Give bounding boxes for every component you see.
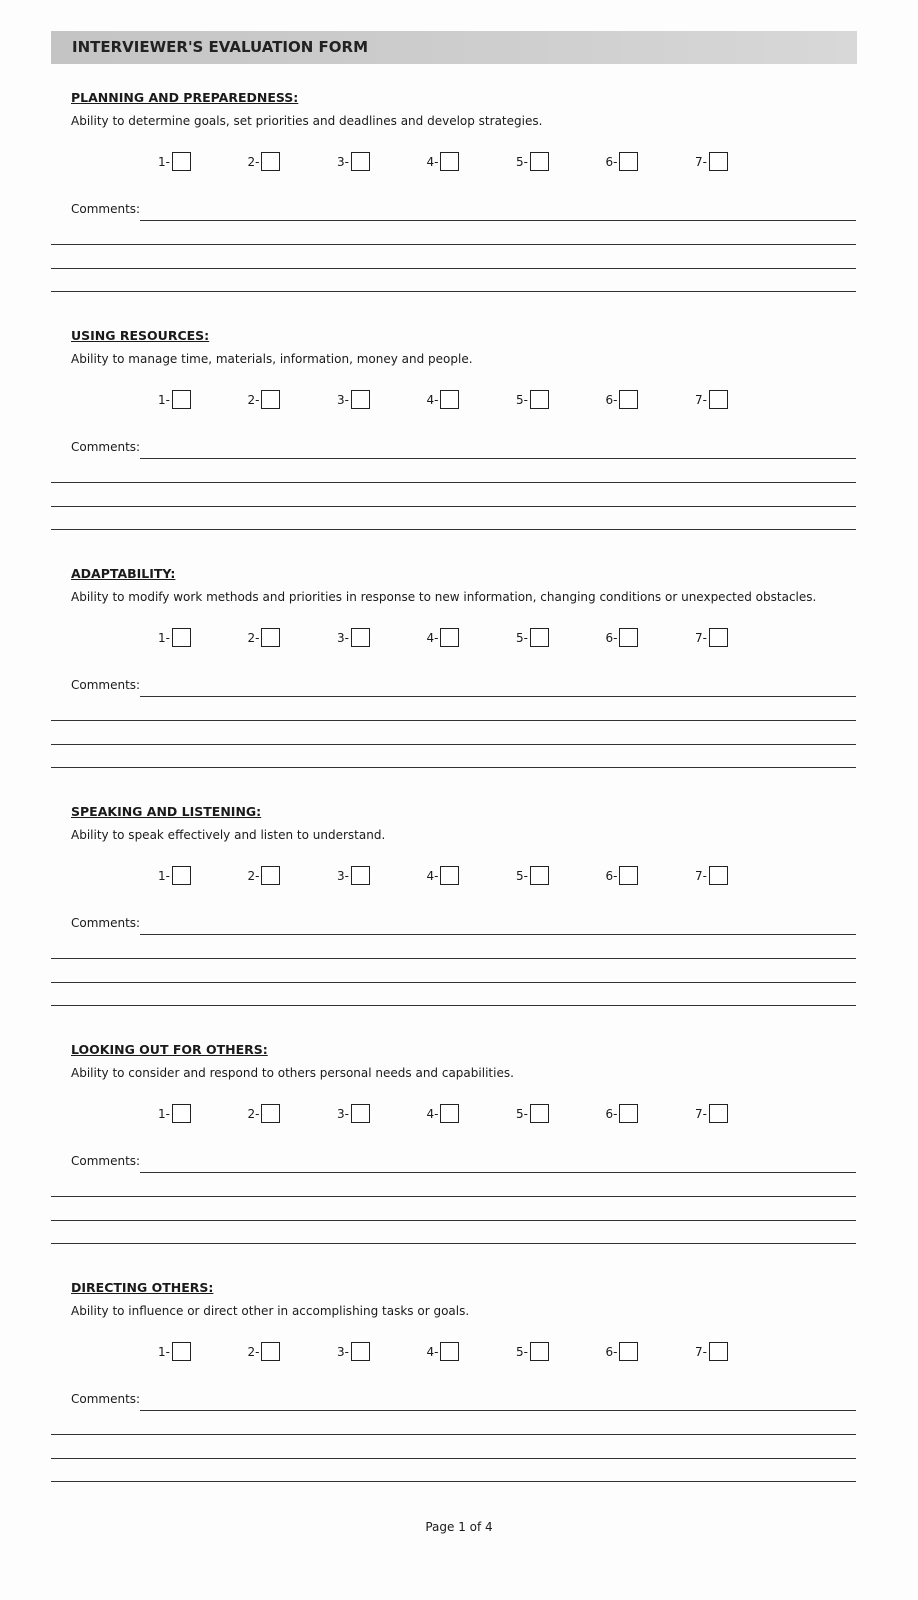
rating-label: 4- <box>426 392 439 407</box>
rating-option[interactable] <box>606 1104 639 1123</box>
rating-checkbox[interactable] <box>440 152 459 171</box>
rating-label: 7- <box>695 1106 707 1121</box>
section-description: Ability to influence or direct other in accomplishing tasks or goals. <box>71 1304 470 1318</box>
rating-checkbox[interactable] <box>172 866 191 885</box>
rating-option[interactable] <box>606 866 639 885</box>
comment-line[interactable] <box>51 291 856 292</box>
rating-option[interactable] <box>158 152 191 171</box>
rating-checkbox[interactable] <box>709 152 728 171</box>
rating-checkbox[interactable] <box>172 628 191 647</box>
rating-option[interactable] <box>516 866 549 885</box>
rating-option[interactable] <box>427 390 460 409</box>
rating-label: 4- <box>426 868 439 883</box>
rating-option[interactable] <box>695 628 728 647</box>
rating-checkbox[interactable] <box>351 1342 370 1361</box>
comment-line[interactable] <box>51 1481 856 1482</box>
rating-checkbox[interactable] <box>440 1104 459 1123</box>
comment-line[interactable] <box>51 744 856 745</box>
rating-option[interactable] <box>248 1104 281 1123</box>
rating-checkbox[interactable] <box>709 1342 728 1361</box>
rating-label: 5- <box>516 1344 528 1359</box>
comment-line[interactable] <box>140 458 856 459</box>
rating-label: 5- <box>516 154 528 169</box>
comment-line[interactable] <box>51 982 856 983</box>
rating-label: 1- <box>158 868 170 883</box>
rating-label: 3- <box>337 1344 349 1359</box>
form-title: INTERVIEWER'S EVALUATION FORM <box>72 38 369 56</box>
rating-label: 7- <box>695 154 707 169</box>
rating-checkbox[interactable] <box>440 628 459 647</box>
rating-label: 2- <box>247 1344 260 1359</box>
rating-label: 5- <box>516 868 528 883</box>
rating-option[interactable] <box>606 152 639 171</box>
comment-line[interactable] <box>51 1434 856 1435</box>
rating-option[interactable] <box>337 1342 370 1361</box>
rating-checkbox[interactable] <box>619 1342 638 1361</box>
rating-checkbox[interactable] <box>351 390 370 409</box>
rating-label: 3- <box>337 1106 349 1121</box>
rating-checkbox[interactable] <box>709 390 728 409</box>
rating-option[interactable] <box>695 390 728 409</box>
rating-checkbox[interactable] <box>530 390 549 409</box>
rating-option[interactable] <box>427 866 460 885</box>
rating-label: 3- <box>337 630 349 645</box>
rating-label: 1- <box>158 154 170 169</box>
rating-option[interactable] <box>516 628 549 647</box>
rating-option[interactable] <box>248 390 281 409</box>
section-title: DIRECTING OTHERS: <box>71 1280 214 1295</box>
evaluation-section <box>0 804 918 1042</box>
rating-option[interactable] <box>695 152 728 171</box>
rating-checkbox[interactable] <box>172 1104 191 1123</box>
rating-option[interactable] <box>158 866 191 885</box>
comment-line[interactable] <box>51 268 856 269</box>
rating-option[interactable] <box>427 152 460 171</box>
section-description: Ability to manage time, materials, information, money and people. <box>71 352 473 366</box>
rating-option[interactable] <box>248 1342 281 1361</box>
rating-option[interactable] <box>606 390 639 409</box>
rating-option[interactable] <box>516 1342 549 1361</box>
section-description: Ability to speak effectively and listen to understand. <box>71 828 386 842</box>
rating-option[interactable] <box>516 152 549 171</box>
section-description: Ability to modify work methods and priorities in response to new information, changing conditions or unexpected obstacles. <box>71 590 817 604</box>
rating-option[interactable] <box>248 866 281 885</box>
rating-label: 6- <box>605 1106 618 1121</box>
rating-label: 5- <box>516 392 528 407</box>
rating-label: 2- <box>247 630 260 645</box>
rating-label: 1- <box>158 392 170 407</box>
comment-line[interactable] <box>140 1410 856 1411</box>
comments-label: Comments: <box>71 916 141 930</box>
rating-label: 6- <box>605 154 618 169</box>
rating-option[interactable] <box>158 1342 191 1361</box>
rating-option[interactable] <box>695 866 728 885</box>
rating-option[interactable] <box>427 628 460 647</box>
rating-label: 2- <box>247 154 260 169</box>
comments-label: Comments: <box>71 202 141 216</box>
rating-label: 6- <box>605 392 618 407</box>
rating-option[interactable] <box>516 1104 549 1123</box>
rating-label: 6- <box>605 868 618 883</box>
comment-line[interactable] <box>51 1458 856 1459</box>
rating-checkbox[interactable] <box>440 390 459 409</box>
rating-label: 4- <box>426 1344 439 1359</box>
rating-option[interactable] <box>248 628 281 647</box>
rating-option[interactable] <box>337 1104 370 1123</box>
rating-checkbox[interactable] <box>530 1342 549 1361</box>
rating-checkbox[interactable] <box>530 152 549 171</box>
comment-line[interactable] <box>51 958 856 959</box>
rating-checkbox[interactable] <box>172 1342 191 1361</box>
rating-checkbox[interactable] <box>619 866 638 885</box>
rating-option[interactable] <box>337 866 370 885</box>
rating-checkbox[interactable] <box>351 152 370 171</box>
comment-line[interactable] <box>51 506 856 507</box>
evaluation-section <box>0 328 918 566</box>
comment-line[interactable] <box>140 934 856 935</box>
comment-line[interactable] <box>51 1220 856 1221</box>
rating-label: 7- <box>695 1344 707 1359</box>
rating-label: 7- <box>695 630 707 645</box>
rating-option[interactable] <box>337 152 370 171</box>
comment-line[interactable] <box>51 767 856 768</box>
form-header <box>51 31 857 64</box>
rating-option[interactable] <box>606 1342 639 1361</box>
rating-checkbox[interactable] <box>709 866 728 885</box>
comment-line[interactable] <box>51 720 856 721</box>
comment-line[interactable] <box>51 1196 856 1197</box>
comments-label: Comments: <box>71 678 141 692</box>
rating-label: 4- <box>426 630 439 645</box>
rating-checkbox[interactable] <box>530 866 549 885</box>
rating-checkbox[interactable] <box>440 866 459 885</box>
rating-checkbox[interactable] <box>619 152 638 171</box>
rating-label: 3- <box>337 154 349 169</box>
comment-line[interactable] <box>140 696 856 697</box>
section-title: USING RESOURCES: <box>71 328 210 343</box>
comment-line[interactable] <box>51 1005 856 1006</box>
rating-option[interactable] <box>516 390 549 409</box>
rating-checkbox[interactable] <box>261 1104 280 1123</box>
comments-label: Comments: <box>71 440 141 454</box>
comments-label: Comments: <box>71 1154 141 1168</box>
rating-label: 6- <box>605 630 618 645</box>
rating-label: 2- <box>247 392 260 407</box>
rating-checkbox[interactable] <box>351 628 370 647</box>
rating-checkbox[interactable] <box>261 628 280 647</box>
rating-label: 3- <box>337 868 349 883</box>
section-title: SPEAKING AND LISTENING: <box>71 804 262 819</box>
rating-checkbox[interactable] <box>172 390 191 409</box>
rating-checkbox[interactable] <box>530 628 549 647</box>
section-title: PLANNING AND PREPAREDNESS: <box>71 90 299 105</box>
rating-option[interactable] <box>427 1104 460 1123</box>
section-description: Ability to consider and respond to others personal needs and capabilities. <box>71 1066 514 1080</box>
rating-option[interactable] <box>337 628 370 647</box>
rating-option[interactable] <box>158 628 191 647</box>
rating-label: 1- <box>158 1106 170 1121</box>
rating-checkbox[interactable] <box>619 1104 638 1123</box>
rating-option[interactable] <box>248 152 281 171</box>
evaluation-section <box>0 1280 918 1518</box>
evaluation-section <box>0 566 918 804</box>
rating-checkbox[interactable] <box>440 1342 459 1361</box>
rating-option[interactable] <box>695 1342 728 1361</box>
rating-label: 6- <box>605 1344 618 1359</box>
section-title: LOOKING OUT FOR OTHERS: <box>71 1042 268 1057</box>
rating-option[interactable] <box>695 1104 728 1123</box>
comment-line[interactable] <box>140 220 856 221</box>
rating-label: 1- <box>158 1344 170 1359</box>
rating-option[interactable] <box>158 1104 191 1123</box>
rating-checkbox[interactable] <box>351 1104 370 1123</box>
rating-checkbox[interactable] <box>351 866 370 885</box>
rating-label: 5- <box>516 630 528 645</box>
rating-option[interactable] <box>158 390 191 409</box>
comments-label: Comments: <box>71 1392 141 1406</box>
evaluation-section <box>0 1042 918 1280</box>
rating-checkbox[interactable] <box>619 390 638 409</box>
rating-label: 7- <box>695 868 707 883</box>
rating-checkbox[interactable] <box>530 1104 549 1123</box>
rating-label: 3- <box>337 392 349 407</box>
rating-checkbox[interactable] <box>261 866 280 885</box>
comment-line[interactable] <box>140 1172 856 1173</box>
evaluation-section <box>0 90 918 328</box>
comment-line[interactable] <box>51 1243 856 1244</box>
rating-checkbox[interactable] <box>709 628 728 647</box>
rating-checkbox[interactable] <box>261 152 280 171</box>
rating-label: 5- <box>516 1106 528 1121</box>
rating-label: 1- <box>158 630 170 645</box>
rating-checkbox[interactable] <box>172 152 191 171</box>
rating-checkbox[interactable] <box>261 1342 280 1361</box>
section-title: ADAPTABILITY: <box>71 566 176 581</box>
comment-line[interactable] <box>51 529 856 530</box>
rating-label: 2- <box>247 1106 260 1121</box>
rating-label: 4- <box>426 1106 439 1121</box>
rating-label: 2- <box>247 868 260 883</box>
comment-line[interactable] <box>51 244 856 245</box>
comment-line[interactable] <box>51 482 856 483</box>
rating-option[interactable] <box>337 390 370 409</box>
rating-option[interactable] <box>606 628 639 647</box>
rating-checkbox[interactable] <box>619 628 638 647</box>
rating-label: 4- <box>426 154 439 169</box>
rating-checkbox[interactable] <box>709 1104 728 1123</box>
rating-option[interactable] <box>427 1342 460 1361</box>
rating-checkbox[interactable] <box>261 390 280 409</box>
rating-label: 7- <box>695 392 707 407</box>
section-description: Ability to determine goals, set priorities and deadlines and develop strategies. <box>71 114 543 128</box>
page-number: Page 1 of 4 <box>425 1520 493 1534</box>
